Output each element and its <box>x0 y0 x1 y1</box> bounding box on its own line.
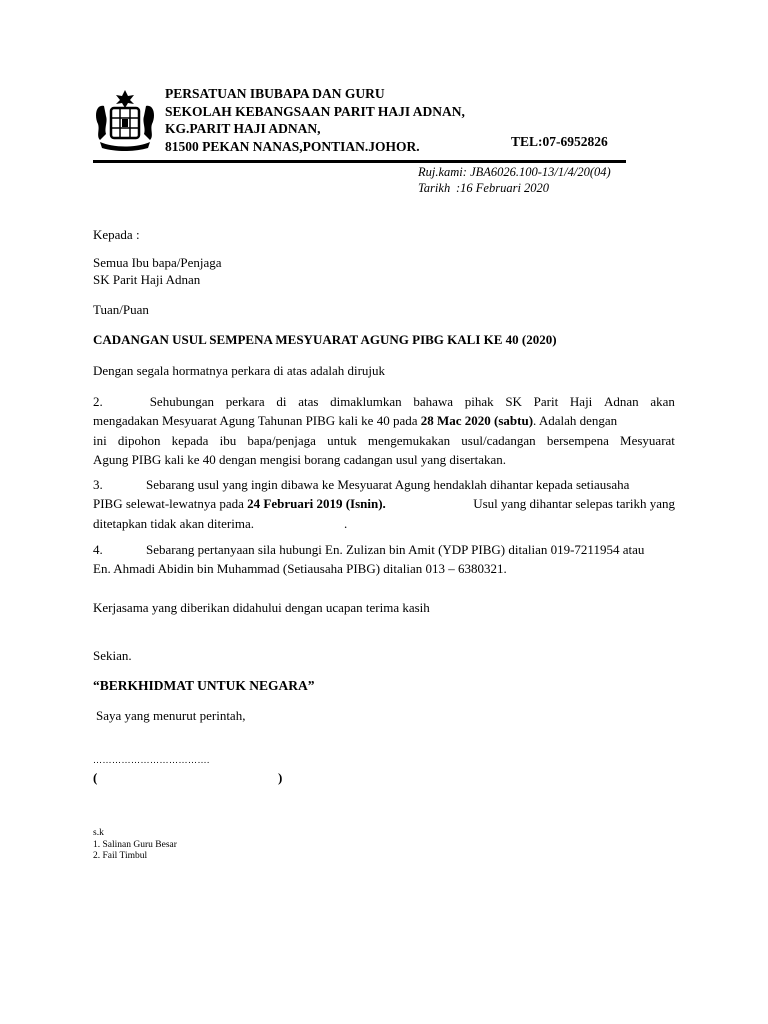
date-label: Tarikh <box>418 181 451 195</box>
word: dipohon <box>117 432 161 448</box>
stray-period: . <box>344 515 348 531</box>
word: Parit <box>533 394 559 409</box>
org-line: SEKOLAH KEBANGSAAN PARIT HAJI ADNAN, <box>165 103 465 119</box>
word: bapa/penjaga <box>247 432 316 448</box>
word: dimaklumkan <box>330 394 402 409</box>
word: di <box>276 394 287 409</box>
paragraph-number: 4. <box>93 542 103 557</box>
text-span: ditetapkan tidak akan diterima. <box>93 515 254 531</box>
copies-list <box>93 828 177 863</box>
reference-block <box>418 164 611 196</box>
signature-line: ………………………………. <box>93 755 210 765</box>
paragraph-line: En. Ahmadi Abidin bin Muhammad (Setiausaha PIBG) ditalian 013 – 6380321. <box>93 561 507 577</box>
telephone: TEL:07-6952826 <box>511 134 608 149</box>
reference-date <box>418 180 611 196</box>
word: bersempena <box>546 432 609 448</box>
text-span: mengadakan Mesyuarat Agung Tahunan PIBG kali ke 40 pada <box>93 413 421 429</box>
text-span: PIBG selewat-lewatnya pada <box>93 496 248 512</box>
org-line: KG.PARIT HAJI ADNAN, <box>165 121 321 136</box>
thanks-line: Kerjasama yang diberikan didahului dengan ucapan terima kasih <box>93 600 430 615</box>
signatory-name-open: ( <box>93 770 98 785</box>
word: atas <box>298 394 319 409</box>
text-span: Sebarang pertanyaan sila hubungi En. Zulizan bin Amit (YDP PIBG) ditalian 019-7211954 atau <box>146 542 645 557</box>
paragraph-line <box>93 475 675 494</box>
coat-of-arms-icon <box>90 86 160 152</box>
deadline-date: 24 Februari 2019 (Isnin). <box>247 496 386 512</box>
paragraph-line: Agung PIBG kali ke 40 dengan mengisi borang cadangan usul yang disertakan. <box>93 451 507 467</box>
copies-label: s.k <box>93 828 104 838</box>
signatory-name-close: ) <box>278 770 283 785</box>
org-line: 81500 PEKAN NANAS,PONTIAN.JOHOR. <box>165 138 420 154</box>
word: bahawa <box>413 394 454 409</box>
reference-number: Ruj.kami: JBA6026.100-13/1/4/20(04) <box>418 165 611 179</box>
paragraph-4 <box>93 540 675 579</box>
organization-address <box>165 85 465 155</box>
salutation: Tuan/Puan <box>93 302 149 317</box>
recipient-line: Semua Ibu bapa/Penjaga <box>93 255 222 270</box>
copy-item: 1. Salinan Guru Besar <box>93 839 177 850</box>
text-span: Sebarang usul yang ingin dibawa ke Mesyuarat Agung hendaklah dihantar kepada setiausaha <box>146 477 630 492</box>
word: Sehubungan <box>149 394 214 409</box>
date-value: :16 Februari 2020 <box>456 181 550 195</box>
recipient-line: SK Parit Haji Adnan <box>93 272 201 287</box>
meeting-date: 28 Mac 2020 (sabtu) <box>420 413 534 429</box>
word: akan <box>650 394 675 409</box>
word: kepada <box>171 432 209 448</box>
paragraph-number: 3. <box>93 477 103 492</box>
word: usul/cadangan <box>461 432 536 448</box>
word: ini <box>93 432 107 448</box>
org-line: PERSATUAN IBUBAPA DAN GURU <box>165 86 385 101</box>
intro-paragraph: Dengan segala hormatnya perkara di atas adalah dirujuk <box>93 363 386 378</box>
word: SK <box>505 394 522 409</box>
paragraph-3 <box>93 475 675 533</box>
motto: “BERKHIDMAT UNTUK NEGARA” <box>93 678 315 693</box>
word: Adnan <box>604 394 639 409</box>
paragraph-line <box>93 494 675 513</box>
word: untuk <box>327 432 357 448</box>
word: pihak <box>464 394 494 409</box>
paragraph-line <box>93 392 675 411</box>
word: Mesyuarat <box>620 432 675 448</box>
word: perkara <box>225 394 265 409</box>
paragraph-line <box>93 540 675 559</box>
letterhead-divider <box>93 160 626 163</box>
word: Haji <box>569 394 593 409</box>
closing: Sekian. <box>93 648 132 663</box>
word: mengemukakan <box>367 432 451 448</box>
word: ibu <box>219 432 237 448</box>
text-span: . Adalah dengan <box>533 413 618 429</box>
copy-item: 2. Fail Timbul <box>93 851 148 861</box>
text-span: Usul yang dihantar selepas tarikh yang <box>473 496 675 512</box>
paragraph-2 <box>93 392 675 469</box>
paragraph-line <box>93 431 675 450</box>
recipient-heading: Kepada : <box>93 227 140 242</box>
subject-line: CADANGAN USUL SEMPENA MESYUARAT AGUNG PIBG KALI KE 40 (2020) <box>93 332 557 347</box>
paragraph-line <box>93 411 675 430</box>
paragraph-line <box>93 514 675 533</box>
obey-line: Saya yang menurut perintah, <box>96 708 246 723</box>
paragraph-number: 2. <box>93 394 103 409</box>
